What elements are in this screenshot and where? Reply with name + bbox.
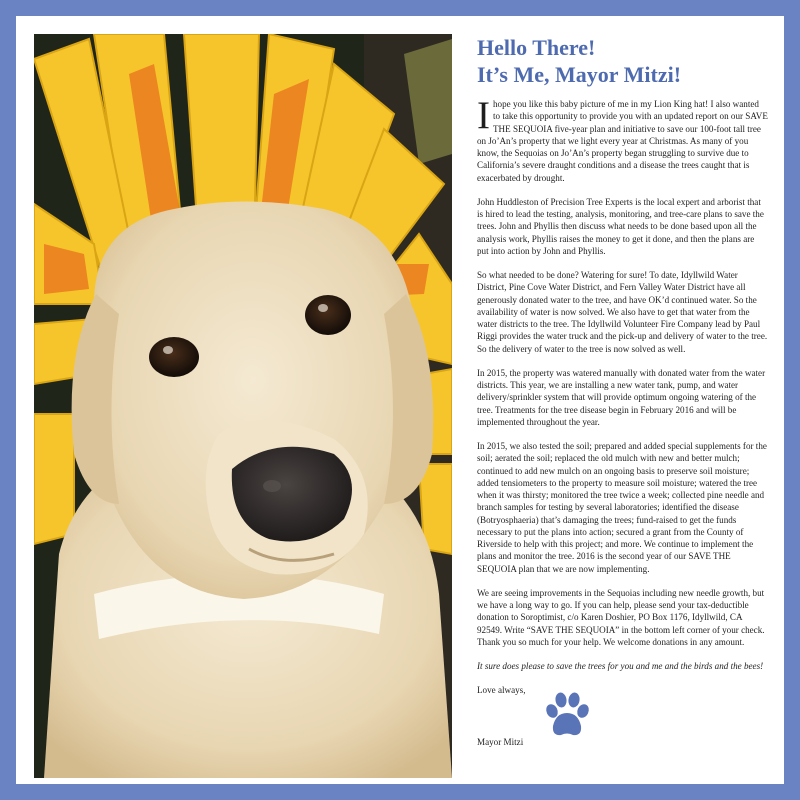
paragraph-1-text: hope you like this baby picture of me in my Lion King hat! I also wanted to take this opportunity to provide you with an updated report on our SAVE THE SEQUOIA five-year plan and initiative to save our 100-foot tall tree on Jo’An’s property that we light every year at Christmas. As many of you know, the Sequoias on Jo’An’s property began struggling to survive due to California’s severe draught conditions and a disease the trees caught that is exacerbated by drought. — [477, 99, 768, 183]
article-body — [477, 94, 768, 754]
title-line-1: Hello There! — [477, 35, 596, 60]
title-line-2: It’s Me, Mayor Mitzi! — [477, 62, 682, 87]
dog-photo — [34, 34, 452, 778]
paragraph-5: In 2015, we also tested the soil; prepared and added special supplements for the soil; aerated the soil; replaced the old mulch with new and better mulch; continued to add new mulch on an ongoing basis to preserve soil moisture; added tensiometers to the property to measure soil moisture; watered the tree when it was thirsty; monitored the tree twice a week; collected pine needle and branch samples for testing by several laboratories; identified the disease (Botryosphaeria) that’s damaging the trees; fund-raised to get the funds necessary to put the plans into action; secured a grant from the County of Riverside to help with this project; and more. We continue to implement the plans and monitor the tree. 2016 is the second year of our SAVE THE SEQUOIA plan that we are now implementing. — [477, 441, 767, 574]
dog-nose — [232, 447, 352, 542]
drop-cap: I — [477, 94, 490, 137]
paragraph-3: So what needed to be done? Watering for sure! To date, Idyllwild Water District, Pine Cove Water District, and Fern Valley Water District have all generously donated water to the tree, and have OK’d continued water. So the availability of water is now solved. We also have to get that water from the water districts to the tree. The Idyllwild Volunteer Fire Company lead by Paul Riggi provides the water truck and the pick-up and delivery of water to the tree. So the delivery of water to the tree is now solved as well. — [477, 270, 768, 354]
signature — [477, 684, 768, 754]
paragraph-2: John Huddleston of Precision Tree Experts is the local expert and arborist that is hired to lead the testing, analysis, monitoring, and tree-care plans to save the trees. John and Phyllis then discuss what needs to be done based upon all the analysis work, Phyllis raises the money to get it done, and then the plans are put into action by John and Phyllis. — [477, 196, 764, 256]
newsletter-page — [16, 16, 784, 784]
article-title — [477, 34, 768, 88]
left-eye — [149, 337, 199, 377]
closing-line: It sure does please to save the trees for you and me and the birds and the bees! — [477, 661, 764, 671]
signature-name: Mayor Mitzi — [477, 737, 524, 748]
paragraph-4: In 2015, the property was watered manually with donated water from the water districts. This year, we are installing a new water tank, pump, and water delivery/sprinkler system that will provide optimum ongoing watering of the tree. Treatments for the tree disease begin in February 2016 and will be implemented throughout the year. — [477, 367, 766, 427]
paragraph-1 — [477, 94, 768, 184]
sign-off: Love always, — [477, 685, 526, 696]
article — [477, 34, 768, 754]
paw-print-icon — [543, 691, 591, 739]
paragraph-6: We are seeing improvements in the Sequoias including new needle growth, but we have a long way to go. If you can help, please send your tax-deductible donation to Soroptimist, c/o Karen Doshier, PO Box 1176, Idyllwild, CA 92549. Write “SAVE THE SEQUOIA” in the bottom left corner of your check. Thank you so much for your help. We welcome donations in any amount. — [477, 587, 765, 647]
right-eye — [305, 295, 351, 335]
